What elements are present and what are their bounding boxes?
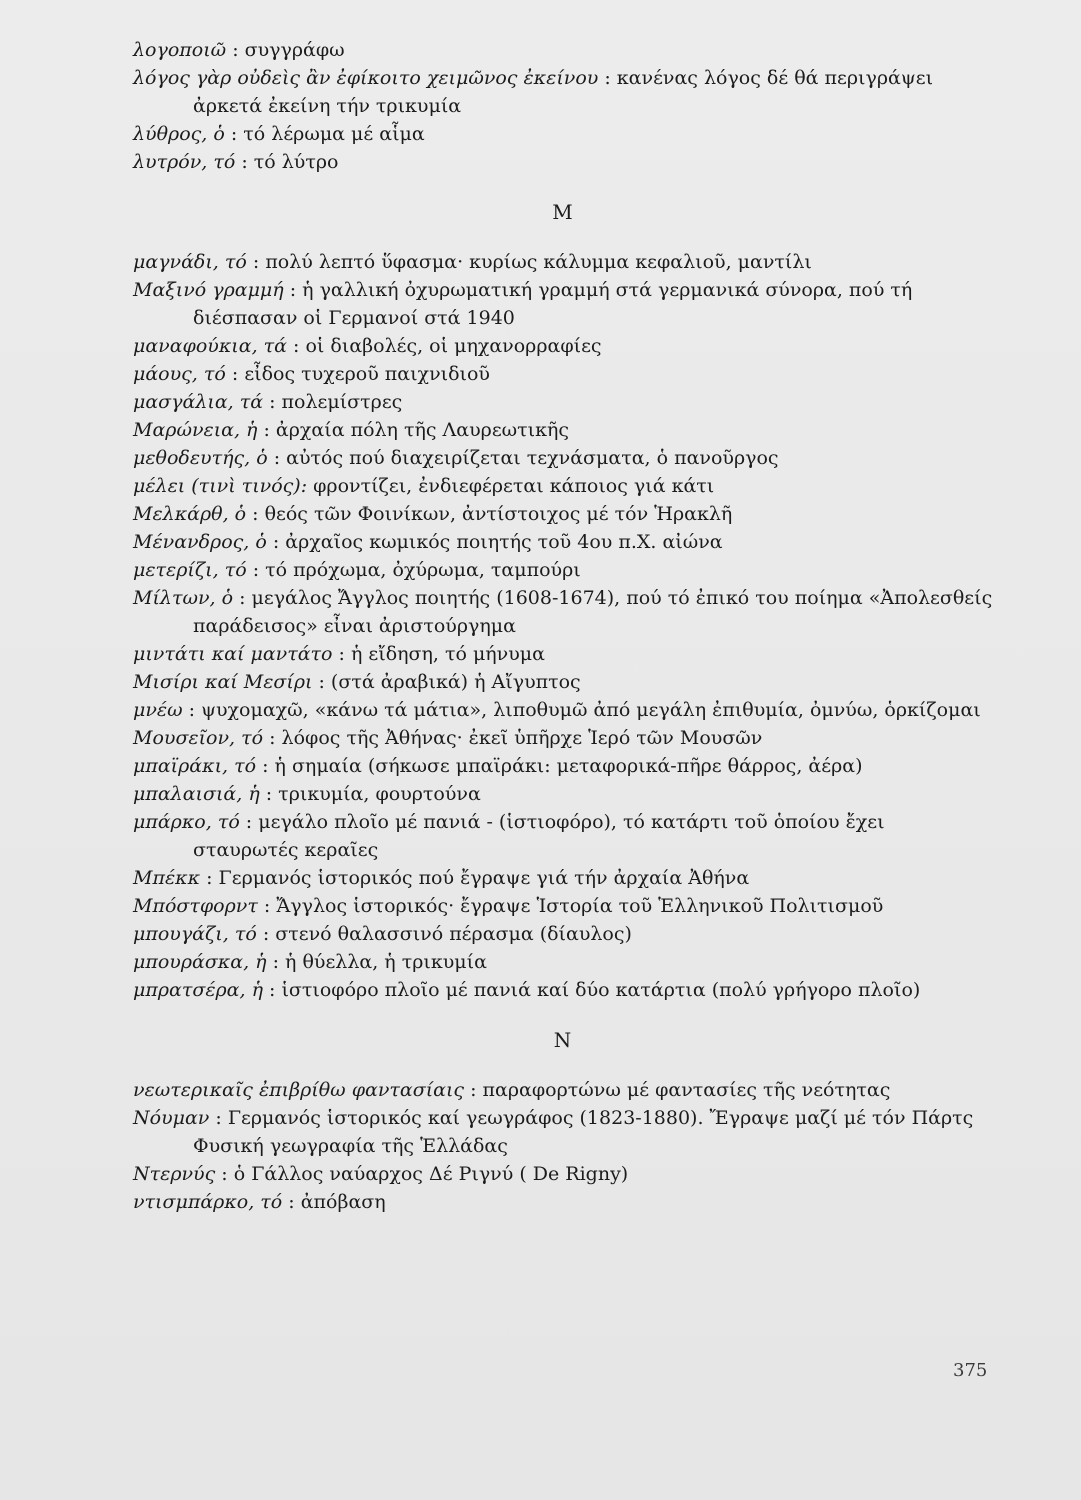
entry-term: λυτρόν, τό bbox=[133, 151, 236, 173]
entry-term: Ντερνύς bbox=[133, 1163, 216, 1185]
glossary-entry bbox=[133, 332, 993, 360]
glossary-entry bbox=[133, 892, 993, 920]
glossary-entry bbox=[133, 724, 993, 752]
glossary-entry bbox=[133, 416, 993, 444]
glossary-entry bbox=[133, 500, 993, 528]
glossary-entry bbox=[133, 780, 993, 808]
glossary-entry bbox=[133, 864, 993, 892]
entry-definition: : Γερμανός ἱστορικός πού ἔγραψε γιά τήν ἀρχαία Ἀθήνα bbox=[200, 867, 750, 889]
entry-term: νεωτερικαῖς ἐπιβρίθω φαντασίαις bbox=[133, 1079, 465, 1101]
entry-term: μπάρκο, τό bbox=[133, 811, 240, 833]
entry-term: Μένανδρος, ὁ bbox=[133, 531, 267, 553]
entry-term: Μισίρι καί Μεσίρι bbox=[133, 671, 313, 693]
glossary-entry bbox=[133, 248, 993, 276]
entry-definition: : κανένας λόγος δέ θά περιγράψει ἀρκετά ἐκείνη τήν τρικυμία bbox=[193, 67, 934, 117]
entry-term: λογοποιῶ bbox=[133, 39, 227, 61]
entry-definition: : τό πρόχωμα, ὀχύρωμα, ταμπούρι bbox=[246, 559, 581, 581]
entry-definition: : ἀρχαῖος κωμικός ποιητής τοῦ 4ου π.Χ. αἰώνα bbox=[266, 531, 723, 553]
glossary-entry bbox=[133, 584, 993, 640]
glossary-entry bbox=[133, 556, 993, 584]
entry-term: Μπέκκ bbox=[133, 867, 201, 889]
glossary-entry bbox=[133, 148, 993, 176]
glossary-entry bbox=[133, 668, 993, 696]
glossary-entry bbox=[133, 976, 993, 1004]
entry-term: μπρατσέρα, ἡ bbox=[133, 979, 263, 1001]
entry-definition: : Ἄγγλος ἱστορικός· ἔγραψε Ἱστορία τοῦ Ἑλληνικοῦ Πολιτισμοῦ bbox=[257, 895, 884, 917]
entry-definition: : ἡ γαλλική ὀχυρωματική γραμμή στά γερμανικά σύνορα, πού τή διέσπασαν οἱ Γερμανοί στά 1940 bbox=[193, 279, 913, 329]
section-letter-heading: Ν bbox=[553, 1028, 573, 1052]
glossary-entry bbox=[133, 472, 993, 500]
entry-term: μπουράσκα, ἡ bbox=[133, 951, 267, 973]
entry-term: Μπόστφορντ bbox=[133, 895, 258, 917]
entry-definition: : στενό θαλασσινό πέρασμα (δίαυλος) bbox=[256, 923, 632, 945]
entry-term: μάους, τό bbox=[133, 363, 226, 385]
entry-definition: : ἡ σημαία (σήκωσε μπαϊράκι: μεταφορικά-πῆρε θάρρος, ἀέρα) bbox=[256, 755, 863, 777]
entry-definition: : αὐτός πού διαχειρίζεται τεχνάσματα, ὁ πανοῦργος bbox=[267, 447, 779, 469]
entry-definition: : μεγάλος Ἄγγλος ποιητής (1608-1674), πού τό ἐπικό του ποίημα «Ἀπολεσθείς παράδεισος» εἶναι ἀριστούργημα bbox=[193, 587, 993, 637]
entry-definition: : τό λύτρο bbox=[235, 151, 339, 173]
entry-definition: : ὁ Γάλλος ναύαρχος Δέ Ριγνύ ( De Rigny) bbox=[215, 1163, 629, 1185]
entry-term: Μίλτων, ὁ bbox=[133, 587, 234, 609]
entry-definition: : (στά ἀραβικά) ἡ Αἴγυπτος bbox=[312, 671, 581, 693]
entry-term: λύθρος, ὁ bbox=[133, 123, 225, 145]
glossary-entry bbox=[133, 120, 993, 148]
entry-term: ντισμπάρκο, τό bbox=[133, 1191, 283, 1213]
entry-definition: : ἱστιοφόρο πλοῖο μέ πανιά καί δύο κατάρτια (πολύ γρήγορο πλοῖο) bbox=[262, 979, 921, 1001]
entry-term: Μαξινό γραμμή bbox=[133, 279, 284, 301]
entry-term: μεθοδευτής, ὁ bbox=[133, 447, 268, 469]
entry-term: μιντάτι καί μαντάτο bbox=[133, 643, 333, 665]
entry-term: Νόυμαν bbox=[133, 1107, 210, 1129]
entry-term: μπαϊράκι, τό bbox=[133, 755, 257, 777]
entry-term: Μελκάρθ, ὁ bbox=[133, 503, 247, 525]
entry-definition: : συγγράφω bbox=[226, 39, 345, 61]
glossary-entry bbox=[133, 808, 993, 864]
entry-definition: : ψυχομαχῶ, «κάνω τά μάτια», λιποθυμῶ ἀπό μεγάλη ἐπιθυμία, ὀμνύω, ὁρκίζομαι bbox=[182, 699, 981, 721]
entry-term: μέλει (τινὶ τινός): bbox=[133, 475, 308, 497]
entry-term: Μαρώνεια, ἡ bbox=[133, 419, 258, 441]
glossary-entry bbox=[133, 36, 993, 64]
glossary-entry bbox=[133, 1104, 993, 1160]
glossary-entry bbox=[133, 528, 993, 556]
entry-term: μαγνάδι, τό bbox=[133, 251, 247, 273]
glossary-body bbox=[133, 36, 993, 1216]
entry-term: μασγάλια, τά bbox=[133, 391, 264, 413]
glossary-entry bbox=[133, 1188, 993, 1216]
glossary-entry bbox=[133, 444, 993, 472]
entry-definition: : τό λέρωμα μέ αἷμα bbox=[224, 123, 425, 145]
glossary-entry bbox=[133, 64, 993, 120]
glossary-entry bbox=[133, 1160, 993, 1188]
glossary-entry bbox=[133, 752, 993, 780]
entry-definition: : οἱ διαβολές, οἱ μηχανορραφίες bbox=[287, 335, 602, 357]
entry-term: μπουγάζι, τό bbox=[133, 923, 257, 945]
entry-definition: : λόφος τῆς Ἀθήνας· ἐκεῖ ὑπῆρχε Ἱερό τῶν Μουσῶν bbox=[263, 727, 763, 749]
glossary-entry bbox=[133, 360, 993, 388]
entry-term: μπαλαισιά, ἡ bbox=[133, 783, 260, 805]
entry-term: μαναφούκια, τά bbox=[133, 335, 288, 357]
entry-term: λόγος γὰρ οὐδεὶς ἂν ἐφίκοιτο χειμῶνος ἐκείνου bbox=[133, 67, 599, 89]
entry-definition: : ἡ εἴδηση, τό μήνυμα bbox=[332, 643, 545, 665]
glossary-entry bbox=[133, 920, 993, 948]
entry-term: Μουσεῖον, τό bbox=[133, 727, 264, 749]
glossary-entry bbox=[133, 948, 993, 976]
entry-definition: φροντίζει, ἐνδιεφέρεται κάποιος γιά κάτι bbox=[307, 475, 715, 497]
entry-definition: : ἀπόβαση bbox=[282, 1191, 386, 1213]
glossary-entry bbox=[133, 696, 993, 724]
glossary-entry bbox=[133, 1076, 993, 1104]
entry-definition: : ἡ θύελλα, ἡ τρικυμία bbox=[266, 951, 487, 973]
entry-term: μνέω bbox=[133, 699, 183, 721]
entry-definition: : Γερμανός ἱστορικός καί γεωγράφος (1823-1880). Ἔγραψε μαζί μέ τόν Πάρτς Φυσική γεωγραφία τῆς Ἑλλάδας bbox=[193, 1107, 974, 1157]
entry-definition: : θεός τῶν Φοινίκων, ἀντίστοιχος μέ τόν Ἡρακλῆ bbox=[246, 503, 733, 525]
entry-definition: : εἶδος τυχεροῦ παιχνιδιοῦ bbox=[225, 363, 490, 385]
glossary-entry bbox=[133, 276, 993, 332]
glossary-entry bbox=[133, 388, 993, 416]
entry-definition: : παραφορτώνω μέ φαντασίες τῆς νεότητας bbox=[464, 1079, 891, 1101]
entry-definition: : τρικυμία, φουρτούνα bbox=[259, 783, 481, 805]
glossary-entry bbox=[133, 640, 993, 668]
entry-definition: : μεγάλο πλοῖο μέ πανιά - (ἱστιοφόρο), τό κατάρτι τοῦ ὁποίου ἔχει σταυρωτές κεραῖες bbox=[193, 811, 885, 861]
entry-definition: : ἀρχαία πόλη τῆς Λαυρεωτικῆς bbox=[257, 419, 570, 441]
entry-definition: : πολύ λεπτό ὕφασμα· κυρίως κάλυμμα κεφαλιοῦ, μαντίλι bbox=[246, 251, 812, 273]
entry-term: μετερίζι, τό bbox=[133, 559, 247, 581]
entry-definition: : πολεμίστρες bbox=[263, 391, 403, 413]
section-letter-heading: Μ bbox=[552, 200, 574, 224]
page-number: 375 bbox=[953, 1360, 988, 1381]
